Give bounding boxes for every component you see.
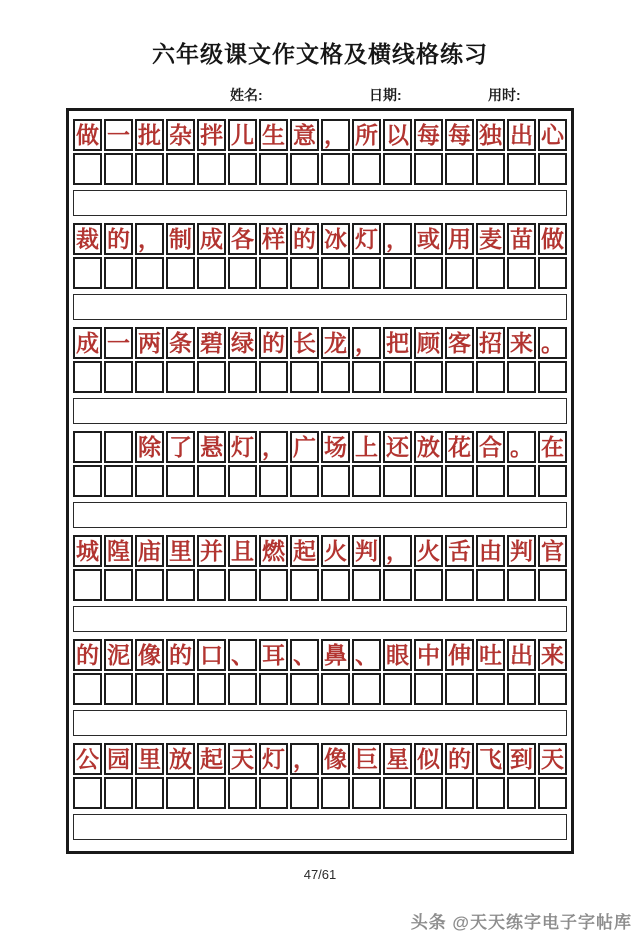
practice-cell [352,361,381,393]
model-char-cell: 天 [538,743,567,775]
practice-block [73,743,567,840]
practice-cell [259,153,288,185]
practice-cell [414,569,443,601]
practice-cell [507,569,536,601]
model-char-cell: 儿 [228,119,257,151]
model-char-cell: 公 [73,743,102,775]
horizontal-writing-line [73,814,567,840]
practice-cell [352,465,381,497]
practice-cell [445,569,474,601]
practice-cell [538,361,567,393]
model-char-cell: 用 [445,223,474,255]
practice-cell [135,153,164,185]
model-char-cell: 吐 [476,639,505,671]
practice-cell [414,257,443,289]
model-char-cell: 里 [135,743,164,775]
worksheet-page [0,36,640,942]
practice-cell [383,673,412,705]
practice-cell [228,361,257,393]
practice-cell [166,361,195,393]
practice-block [73,535,567,632]
model-char-cell: 星 [383,743,412,775]
horizontal-writing-line [73,294,567,320]
model-char-cell: 、 [352,639,381,671]
model-char-cell: 独 [476,119,505,151]
practice-grid-row [73,777,567,809]
model-char-cell: 心 [538,119,567,151]
name-label: 姓名: [230,87,263,103]
model-char-cell: 口 [197,639,226,671]
practice-cell [445,257,474,289]
practice-cell [197,153,226,185]
model-char-cell: 泥 [104,639,133,671]
model-char-cell: 广 [290,431,319,463]
practice-grid-row [73,465,567,497]
practice-cell [414,361,443,393]
practice-cell [73,361,102,393]
model-char-cell: 绿 [228,327,257,359]
practice-cell [414,777,443,809]
date-label: 日期: [369,87,402,103]
practice-cell [104,361,133,393]
horizontal-writing-line [73,710,567,736]
model-char-cell: 来 [507,327,536,359]
model-char-cell: ， [383,223,412,255]
model-char-cell: 的 [445,743,474,775]
model-char-cell: 合 [476,431,505,463]
practice-cell [538,777,567,809]
model-char-cell: 燃 [259,535,288,567]
model-char-cell: 成 [73,327,102,359]
model-char-cell: 灯 [228,431,257,463]
practice-cell [228,153,257,185]
practice-grid-row [73,569,567,601]
practice-cell [135,673,164,705]
practice-cell [352,569,381,601]
model-char-cell: ， [259,431,288,463]
practice-cell [321,777,350,809]
practice-cell [73,569,102,601]
model-char-cell: 像 [135,639,164,671]
practice-cell [197,673,226,705]
practice-cell [383,777,412,809]
model-char-cell: 一 [104,327,133,359]
model-char-cell: 条 [166,327,195,359]
practice-cell [476,257,505,289]
model-char-cell: 且 [228,535,257,567]
practice-cell [352,153,381,185]
practice-cell [73,673,102,705]
practice-cell [197,777,226,809]
worksheet-title: 六年级课文作文格及横线格练习 [152,41,488,67]
practice-cell [383,257,412,289]
practice-cell [73,777,102,809]
practice-cell [476,465,505,497]
model-char-cell: 一 [104,119,133,151]
model-char-cell: 批 [135,119,164,151]
model-text-row [73,743,567,775]
model-char-cell: 庙 [135,535,164,567]
practice-cell [135,465,164,497]
model-char-cell: 花 [445,431,474,463]
practice-cell [507,153,536,185]
practice-grid-row [73,153,567,185]
practice-cell [383,465,412,497]
model-char-cell: 园 [104,743,133,775]
model-char-cell: 似 [414,743,443,775]
practice-cell [290,153,319,185]
practice-cell [290,465,319,497]
practice-cell [414,465,443,497]
practice-cell [73,465,102,497]
practice-cell [445,361,474,393]
practice-cell [445,673,474,705]
model-char-cell: 麦 [476,223,505,255]
model-char-cell: 火 [321,535,350,567]
practice-cell [383,569,412,601]
model-char-cell: 生 [259,119,288,151]
model-char-cell: 飞 [476,743,505,775]
model-char-cell: 成 [197,223,226,255]
practice-cell [104,569,133,601]
practice-cell [445,153,474,185]
practice-cell [538,569,567,601]
model-char-cell: 像 [321,743,350,775]
practice-cell [135,361,164,393]
model-char-cell: 起 [290,535,319,567]
model-char-cell: 耳 [259,639,288,671]
practice-cell [166,673,195,705]
page-number: 47/61 [303,867,337,882]
model-char-cell: 放 [414,431,443,463]
practice-cell [259,465,288,497]
horizontal-writing-line [73,398,567,424]
practice-cell [507,673,536,705]
practice-cell [321,153,350,185]
practice-cell [228,569,257,601]
model-char-cell: 中 [414,639,443,671]
practice-cell [538,153,567,185]
practice-cell [135,569,164,601]
practice-grid-row [73,361,567,393]
practice-cell [538,465,567,497]
model-char-cell: ， [352,327,381,359]
practice-cell [259,257,288,289]
practice-cell [228,673,257,705]
practice-cell [259,569,288,601]
practice-cell [228,465,257,497]
header-fields [66,85,574,103]
model-char-cell: 巨 [352,743,381,775]
practice-cell [135,257,164,289]
model-char-cell: 顾 [414,327,443,359]
model-char-cell: 天 [228,743,257,775]
model-char-cell: 两 [135,327,164,359]
model-char-cell: 长 [290,327,319,359]
model-char-cell: 在 [538,431,567,463]
model-text-row [73,639,567,671]
model-char-cell: 或 [414,223,443,255]
practice-cell [476,569,505,601]
practice-cell [507,257,536,289]
practice-cell [507,465,536,497]
practice-cell [414,153,443,185]
model-char-cell: 到 [507,743,536,775]
practice-cell [445,465,474,497]
model-char-cell: 由 [476,535,505,567]
model-char-cell: 上 [352,431,381,463]
practice-cell [104,673,133,705]
model-char-cell: 来 [538,639,567,671]
model-char-cell: 、 [290,639,319,671]
practice-cell [383,153,412,185]
model-char-cell: 灯 [352,223,381,255]
practice-cell [476,673,505,705]
model-char-cell: 做 [73,119,102,151]
model-char-cell: 每 [414,119,443,151]
practice-cell [414,673,443,705]
practice-cell [73,153,102,185]
model-char-cell: 各 [228,223,257,255]
practice-cell [104,777,133,809]
model-char-cell: 起 [197,743,226,775]
practice-cell [476,153,505,185]
model-char-cell: 灯 [259,743,288,775]
model-char-cell: 官 [538,535,567,567]
model-char-cell: 招 [476,327,505,359]
practice-cell [290,673,319,705]
practice-cell [197,361,226,393]
practice-cell [321,465,350,497]
model-char-cell: 冰 [321,223,350,255]
practice-cell [166,777,195,809]
model-char-cell: 龙 [321,327,350,359]
model-text-row [73,119,567,151]
model-char-cell: 场 [321,431,350,463]
model-char-cell: 鼻 [321,639,350,671]
practice-block [73,223,567,320]
model-char-cell: 意 [290,119,319,151]
practice-cell [166,465,195,497]
model-char-cell: 舌 [445,535,474,567]
practice-cell [290,361,319,393]
watermark: 头条 @天天练字电子字帖库 [410,913,632,932]
model-char-cell: 、 [228,639,257,671]
practice-cell [104,153,133,185]
model-char-cell: 样 [259,223,288,255]
horizontal-writing-line [73,502,567,528]
practice-cell [507,361,536,393]
model-char-cell: 放 [166,743,195,775]
practice-cell [104,257,133,289]
model-char-cell: 客 [445,327,474,359]
model-char-cell: 出 [507,639,536,671]
model-char-cell: 把 [383,327,412,359]
model-char-cell: 的 [259,327,288,359]
practice-cell [259,777,288,809]
practice-cell [352,673,381,705]
model-char-cell: ， [383,535,412,567]
model-char-cell: ， [290,743,319,775]
practice-cell [538,257,567,289]
model-text-row [73,535,567,567]
practice-cell [166,569,195,601]
practice-cell [197,569,226,601]
practice-cell [476,361,505,393]
practice-cell [383,361,412,393]
practice-cell [259,361,288,393]
model-char-cell: 出 [507,119,536,151]
model-char-cell: 拌 [197,119,226,151]
practice-cell [135,777,164,809]
model-char-cell: 火 [414,535,443,567]
model-char-cell [104,431,133,463]
practice-cell [228,257,257,289]
practice-cell [321,569,350,601]
model-text-row [73,327,567,359]
model-char-cell: 。 [538,327,567,359]
model-char-cell: 判 [507,535,536,567]
model-char-cell: ， [321,119,350,151]
practice-cell [166,257,195,289]
horizontal-writing-line [73,606,567,632]
practice-cell [352,257,381,289]
model-char-cell [73,431,102,463]
model-char-cell: 每 [445,119,474,151]
model-char-cell: 隍 [104,535,133,567]
model-char-cell: 。 [507,431,536,463]
model-char-cell: 判 [352,535,381,567]
model-char-cell: 里 [166,535,195,567]
model-char-cell: 伸 [445,639,474,671]
practice-block [73,639,567,736]
model-char-cell: 的 [73,639,102,671]
practice-block [73,327,567,424]
practice-grid-row [73,673,567,705]
model-char-cell: 苗 [507,223,536,255]
model-char-cell: 的 [166,639,195,671]
practice-cell [321,673,350,705]
model-char-cell: 碧 [197,327,226,359]
model-char-cell: 除 [135,431,164,463]
practice-cell [197,257,226,289]
practice-cell [290,569,319,601]
model-char-cell: 并 [197,535,226,567]
practice-cell [321,361,350,393]
model-char-cell: 杂 [166,119,195,151]
model-char-cell: 的 [104,223,133,255]
practice-cell [73,257,102,289]
practice-cell [166,153,195,185]
practice-cell [104,465,133,497]
time-label: 用时: [488,87,521,103]
model-char-cell: 所 [352,119,381,151]
model-char-cell: 的 [290,223,319,255]
horizontal-writing-line [73,190,567,216]
practice-block [73,431,567,528]
practice-cell [259,673,288,705]
model-char-cell: 还 [383,431,412,463]
model-char-cell: 城 [73,535,102,567]
model-text-row [73,223,567,255]
model-char-cell: ， [135,223,164,255]
model-char-cell: 裁 [73,223,102,255]
model-char-cell: 悬 [197,431,226,463]
model-char-cell: 眼 [383,639,412,671]
practice-grid-frame [66,108,574,854]
model-char-cell: 做 [538,223,567,255]
model-char-cell: 了 [166,431,195,463]
practice-cell [321,257,350,289]
practice-cell [228,777,257,809]
model-text-row [73,431,567,463]
practice-block [73,119,567,216]
model-char-cell: 以 [383,119,412,151]
practice-cell [538,673,567,705]
practice-cell [290,257,319,289]
practice-cell [352,777,381,809]
practice-cell [476,777,505,809]
practice-cell [290,777,319,809]
practice-cell [445,777,474,809]
practice-cell [507,777,536,809]
model-char-cell: 制 [166,223,195,255]
practice-grid-row [73,257,567,289]
practice-cell [197,465,226,497]
